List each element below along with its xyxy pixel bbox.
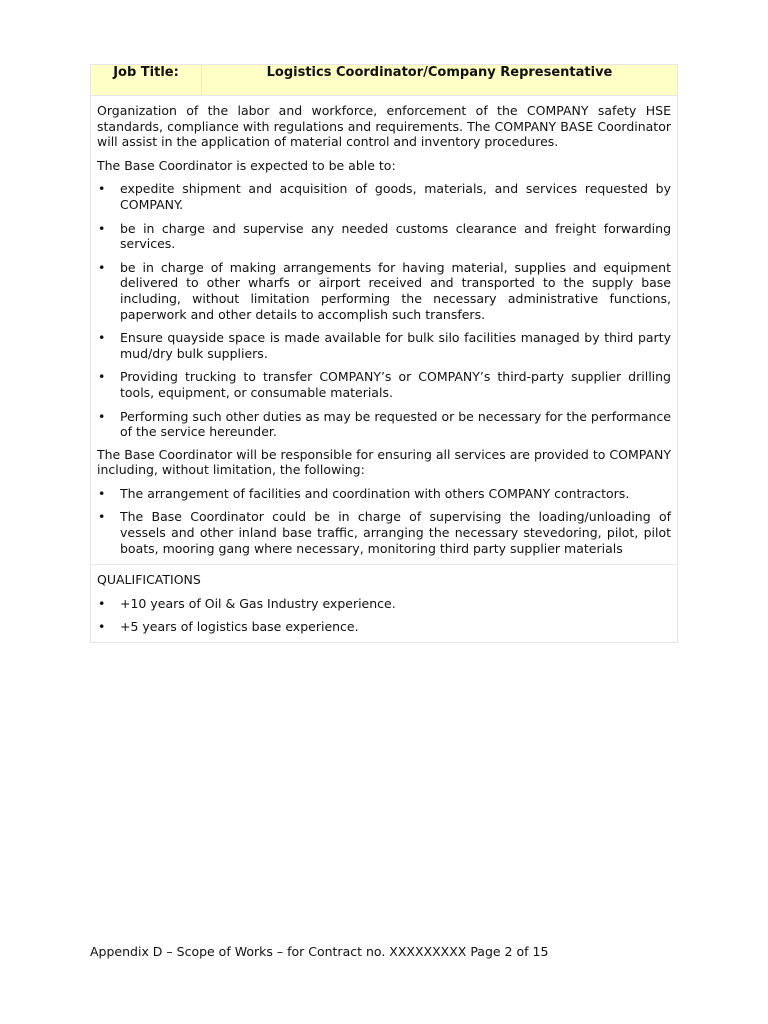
intro-paragraph: Organization of the labor and workforce, enforcement of the COMPANY safety HSE standards, compliance with regulations and requirements. The COMPANY BASE Coordinator will assist in the application of material control and inventory procedures. — [97, 103, 671, 150]
qualifications-heading: QUALIFICATIONS — [97, 572, 201, 588]
list-item: • The Base Coordinator could be in charge of supervising the loading/unloading of vessels and other inland base traffic, arranging the necessary stevedoring, pilot, pilot boats, mooring gang where necessary, monitoring third party supplier materials — [97, 509, 671, 556]
qualifications-cell — [91, 565, 678, 643]
list-item: • Providing trucking to transfer COMPANY’s or COMPANY’s third-party supplier drilling tools, equipment, or consumable materials. — [97, 369, 671, 400]
qualifications-list — [97, 596, 671, 635]
job-title-label: Job Title: — [91, 65, 202, 96]
table-header-row — [91, 65, 678, 96]
list-item: • +5 years of logistics base experience. — [97, 619, 671, 635]
list-item: • Performing such other duties as may be requested or be necessary for the performance of the service hereunder. — [97, 409, 671, 440]
list-item: • Ensure quayside space is made available for bulk silo facilities managed by third party mud/dry bulk suppliers. — [97, 330, 671, 361]
list-item: • be in charge and supervise any needed customs clearance and freight forwarding services. — [97, 221, 671, 252]
list-item: • be in charge of making arrangements for having material, supplies and equipment delivered to other wharfs or airport received and transported to the supply base including, without limitation performing the necessary administrative functions, paperwork and other details to accomplish such transfers. — [97, 260, 671, 322]
list-item: • +10 years of Oil & Gas Industry experience. — [97, 596, 671, 612]
description-cell — [91, 96, 678, 565]
qualifications-row — [91, 565, 678, 643]
responsible-list — [97, 486, 671, 556]
job-description-table — [90, 64, 678, 643]
list-item: • expedite shipment and acquisition of goods, materials, and services requested by COMPANY. — [97, 181, 671, 212]
document-page — [90, 64, 678, 643]
expected-intro: The Base Coordinator is expected to be able to: — [97, 157, 396, 173]
job-title-value: Logistics Coordinator/Company Representative — [202, 65, 678, 96]
list-item: • The arrangement of facilities and coordination with others COMPANY contractors. — [97, 486, 671, 502]
page-footer: Appendix D – Scope of Works – for Contract no. XXXXXXXXX Page 2 of 15 — [90, 944, 549, 959]
description-row — [91, 96, 678, 565]
expected-list — [97, 181, 671, 439]
responsible-intro: The Base Coordinator will be responsible for ensuring all services are provided to COMPANY including, without limitation, the following: — [97, 446, 671, 478]
